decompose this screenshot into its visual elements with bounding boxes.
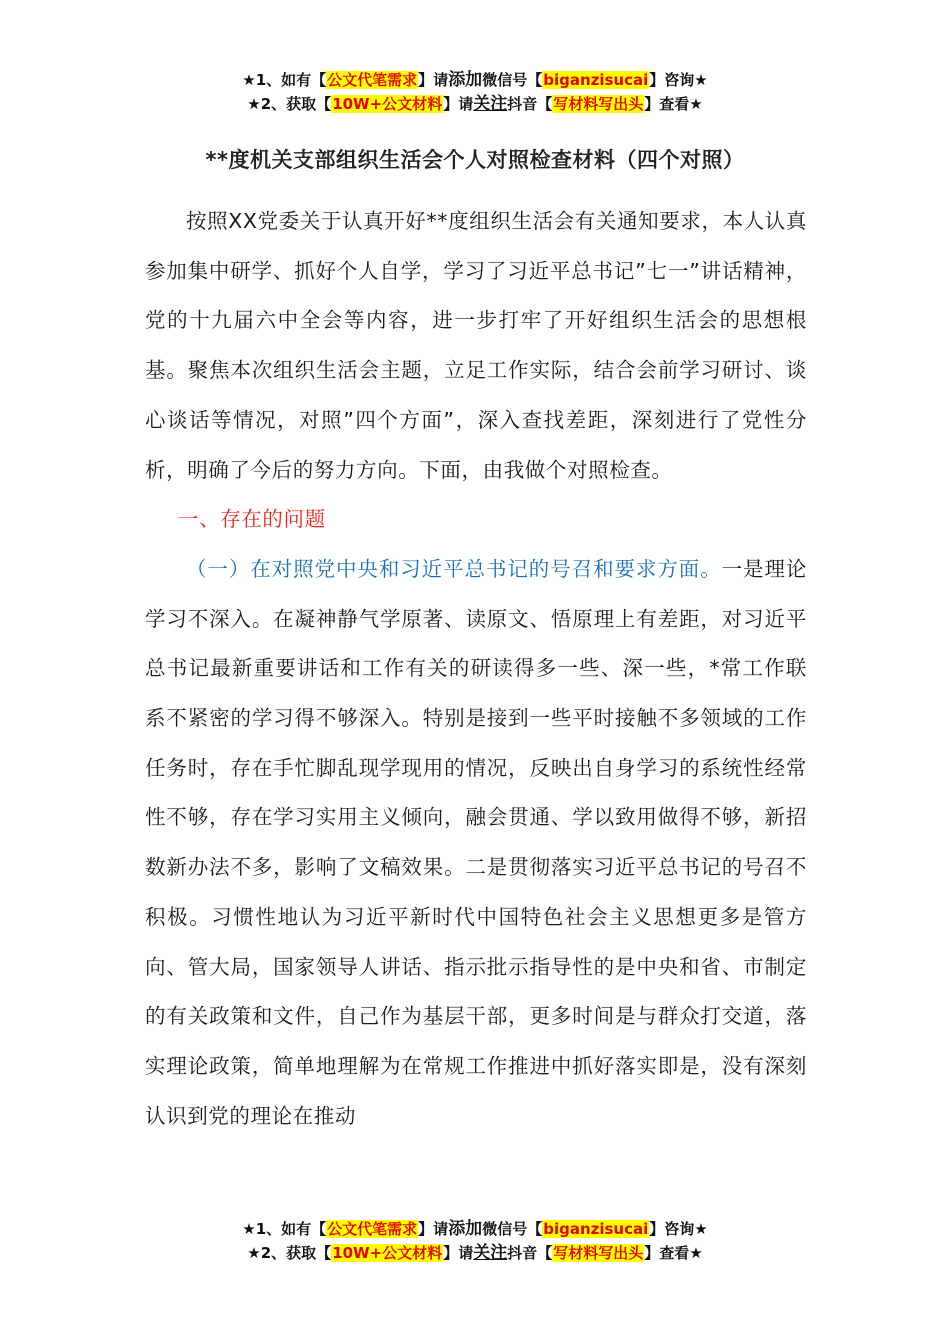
banner-highlight: 公文代笔需求 [327,1220,418,1238]
banner-text: 抖音【 [507,95,553,113]
banner-emphasis: 关注 [473,1243,508,1263]
banner-text: 微信号【 [482,1220,543,1238]
banner-highlight: 写材料写出头 [553,1244,644,1262]
banner-text: 】请 [418,71,449,89]
section-heading: 一、存在的问题 [178,507,326,532]
subsection-paragraph [145,545,807,1141]
banner-highlight: biganzisucai [543,71,649,89]
banner-text: ★2、获取【 [247,1244,332,1262]
top-banner [0,68,950,116]
banner-highlight: 10W+公文材料 [332,1244,443,1262]
banner-text: ★1、如有【 [242,1220,327,1238]
banner-emphasis: 添加 [448,70,483,90]
banner-highlight: 公文代笔需求 [327,71,418,89]
banner-emphasis: 添加 [448,1219,483,1239]
banner-text: 】请 [418,1220,449,1238]
subsection-text: 一是理论学习不深入。在凝神静气学原著、读原文、悟原理上有差距，对习近平总书记最新重要讲话和工作有关的研读得多一些、深一些，*常工作联系不紧密的学习得不够深入。特别是接到一些平时接触不多领域的工作任务时，存在手忙脚乱现学现用的情况，反映出自身学习的系统性经常性不够，存在学习实用主义倾向，融会贯通、学以致用做得不够，新招数新办法不多，影响了文稿效果。二是贯彻落实习近平总书记的号召不积极。习惯性地认为习近平新时代中国特色社会主义思想更多是管方向、管大局，国家领导人讲话、指示批示指导性的是中央和省、市制定的有关政策和文件，自己作为基层干部，更多时间是与群众打交道，落实理论政策，简单地理解为在常规工作推进中抓好落实即是，没有深刻认识到党的理论在推动 [145,556,807,1128]
banner-text: 】咨询★ [649,71,708,89]
banner-text: 】咨询★ [649,1220,708,1238]
banner-line-2 [0,92,950,116]
banner-text: 抖音【 [507,1244,553,1262]
intro-paragraph: 按照XX党委关于认真开好**度组织生活会有关通知要求，本人认真参加集中研学、抓好个人自学，学习了习近平总书记”七一”讲话精神，党的十九届六中全会等内容，进一步打牢了开好组织生活会的思想根基。聚焦本次组织生活会主题，立足工作实际，结合会前学习研讨、谈心谈话等情况，对照”四个方面”，深入查找差距，深刻进行了党性分析，明确了今后的努力方向。下面，由我做个对照检查。 [145,209,807,482]
banner-text: 】请 [443,1244,474,1262]
bottom-banner [0,1217,950,1265]
document-body [145,197,807,1141]
banner-line-2 [0,1241,950,1265]
banner-line-1 [0,68,950,92]
banner-line-1 [0,1217,950,1241]
banner-text: 微信号【 [482,71,543,89]
banner-highlight: biganzisucai [543,1220,649,1238]
banner-text: 】查看★ [644,1244,703,1262]
banner-text: 】请 [443,95,474,113]
banner-highlight: 10W+公文材料 [332,95,443,113]
subsection-heading: （一）在对照党中央和习近平总书记的号召和要求方面。 [186,556,722,581]
banner-text: ★1、如有【 [242,71,327,89]
banner-text: 】查看★ [644,95,703,113]
document-title: **度机关支部组织生活会个人对照检查材料（四个对照） [205,148,745,172]
banner-highlight: 写材料写出头 [553,95,644,113]
banner-text: ★2、获取【 [247,95,332,113]
banner-emphasis: 关注 [473,94,508,114]
